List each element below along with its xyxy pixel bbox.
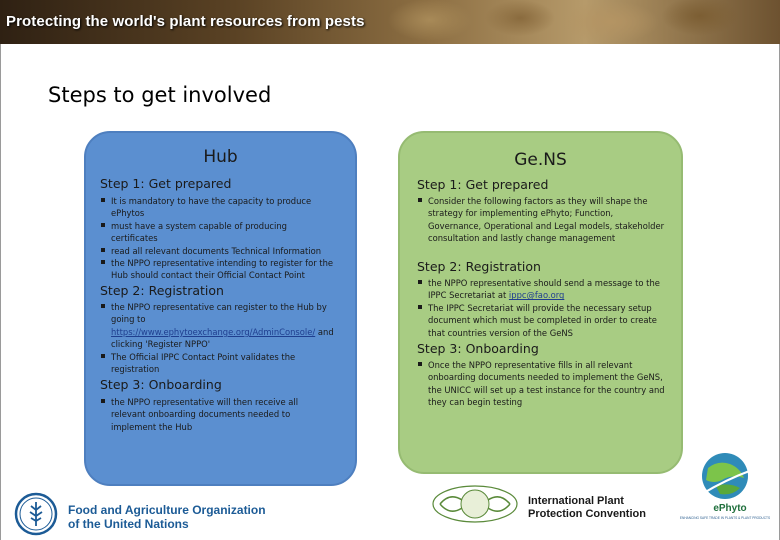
- list-item: read all relevant documents Technical Information: [100, 245, 336, 257]
- hub-step3-title: Step 3: Onboarding: [100, 377, 222, 392]
- gens-step3-title: Step 3: Onboarding: [417, 341, 539, 356]
- hub-step1-list: [100, 195, 336, 282]
- list-item: It is mandatory to have the capacity to produce ePhytos: [100, 195, 336, 220]
- hub-step3-list: [100, 396, 326, 433]
- list-item: must have a system capable of producing certificates: [100, 220, 336, 245]
- gens-step2-text-before: the NPPO representative should send a message to the IPPC Secretariat at: [428, 278, 660, 301]
- list-item: Consider the following factors as they will shape the strategy for implementing ePhyto; Function, Governance, Operational and Legal models, stakeholder consultation and lastly change management: [417, 195, 667, 245]
- gens-step2-list: [417, 277, 667, 339]
- ephyto-tagline: ENHANCING SAFE TRADE IN PLANTS & PLANT PRODUCTS: [679, 516, 771, 520]
- gens-step1-list: [417, 195, 667, 245]
- list-item: The Official IPPC Contact Point validates the registration: [100, 351, 336, 376]
- frame-left-border: [0, 44, 1, 540]
- gens-step3-list: [417, 359, 667, 409]
- list-item: [417, 277, 667, 302]
- list-item: Once the NPPO representative fills in all relevant onboarding documents needed to implement the GeNS, the UNICC will set up a test instance for the country and they can begin testing: [417, 359, 667, 409]
- header-banner: [0, 0, 780, 44]
- hub-step2-list: [100, 301, 336, 375]
- fao-wordmark: [68, 503, 266, 531]
- gens-title: Ge.NS: [514, 150, 567, 170]
- fao-name-line2: of the United Nations: [68, 517, 189, 531]
- ippc-emblem-icon: [430, 484, 520, 524]
- hub-panel: [84, 131, 357, 486]
- fao-name-line1: Food and Agriculture Organization: [68, 503, 266, 517]
- ephyto-wordmark: ePhyto: [713, 503, 747, 514]
- hub-step2-title: Step 2: Registration: [100, 283, 224, 298]
- ippc-name-line2: Protection Convention: [528, 508, 646, 520]
- list-item: the NPPO representative intending to register for the Hub should contact their Official Contact Point: [100, 257, 336, 282]
- gens-step1-title: Step 1: Get prepared: [417, 177, 549, 192]
- ippc-wordmark: [528, 495, 646, 521]
- list-item: The IPPC Secretariat will provide the necessary setup document which must be completed in order to create that countries version of the GeNS: [417, 302, 667, 339]
- list-item: the NPPO representative will then receive all relevant onboarding documents needed to implement the Hub: [100, 396, 326, 433]
- ippc-email-link[interactable]: ippc@fao.org: [508, 290, 565, 301]
- admin-console-link[interactable]: https://www.ephytoexchange.org/AdminConsole/: [111, 326, 316, 337]
- hub-title: Hub: [203, 147, 238, 167]
- hub-step2-text-after: and clicking 'Register NPPO': [111, 326, 334, 350]
- gens-panel: [398, 131, 683, 474]
- ippc-name-line1: International Plant: [528, 495, 624, 507]
- list-item: [100, 301, 336, 351]
- banner-title: Protecting the world's plant resources from pests: [6, 13, 365, 30]
- hub-step2-text-before: the NPPO representative can register to the Hub by going to: [111, 302, 327, 325]
- page-title: Steps to get involved: [48, 83, 272, 107]
- fao-emblem-icon: [12, 492, 60, 536]
- hub-step1-title: Step 1: Get prepared: [100, 176, 232, 191]
- gens-step2-title: Step 2: Registration: [417, 259, 541, 274]
- ephyto-globe-icon: [682, 450, 768, 526]
